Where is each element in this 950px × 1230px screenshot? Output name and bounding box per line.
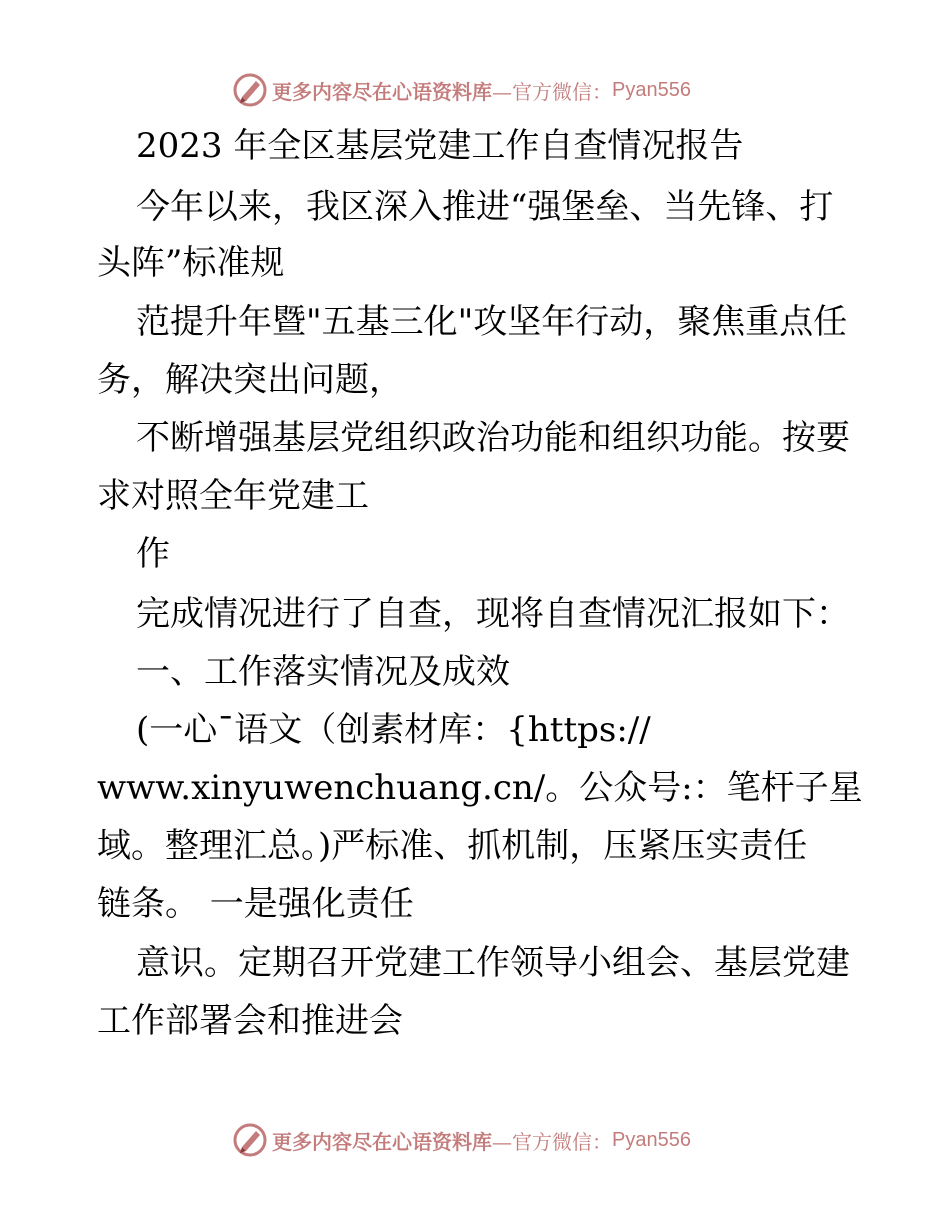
paragraph-line: 务，解决突出问题， — [97, 360, 403, 400]
paragraph-line: 意识。定期召开党建工作领导小组会、基层党建 — [136, 943, 850, 983]
paragraph-line: 求对照全年党建工 — [97, 476, 369, 516]
paragraph-line: 今年以来，我区深入推进“强堡垒、当先锋、打 — [136, 187, 834, 227]
paragraph-line: 链条。 一是强化责任 — [97, 884, 414, 924]
footer-banner-wechat-label: —官方微信： — [492, 1129, 612, 1154]
footer-banner-title: 更多内容尽在心语资料库 — [272, 1129, 492, 1154]
footer-banner-wechat-id: Pyan556 — [612, 1128, 691, 1151]
paragraph-line: www.xinyuwenchuang.cn/。公众号:：笔杆子星 — [97, 768, 863, 808]
paragraph-line: 不断增强基层党组织政治功能和组织功能。按要 — [136, 418, 850, 458]
header-banner-wechat-id: Pyan556 — [612, 78, 691, 101]
header-banner-wechat-label: —官方微信： — [492, 79, 612, 104]
section-heading: 一、工作落实情况及成效 — [136, 652, 510, 692]
paragraph-line: 头阵”标准规 — [97, 243, 285, 283]
paragraph-line: 域。整理汇总。)严标准、抓机制，压紧压实责任 — [97, 826, 808, 866]
document-title: 2023 年全区基层党建工作自查情况报告 — [136, 126, 744, 166]
paragraph-line: (一心¯语文（创素材库：{https:// — [136, 710, 651, 750]
footer-banner — [232, 1120, 712, 1160]
pen-logo-icon — [232, 1122, 268, 1158]
paragraph-line: 作 — [136, 534, 170, 574]
paragraph-line: 完成情况进行了自查，现将自查情况汇报如下： — [136, 594, 850, 634]
header-banner-title: 更多内容尽在心语资料库 — [272, 79, 492, 104]
paragraph-line: 范提升年暨"五基三化"攻坚年行动，聚焦重点任 — [136, 302, 848, 342]
paragraph-line: 工作部署会和推进会 — [97, 1001, 403, 1041]
